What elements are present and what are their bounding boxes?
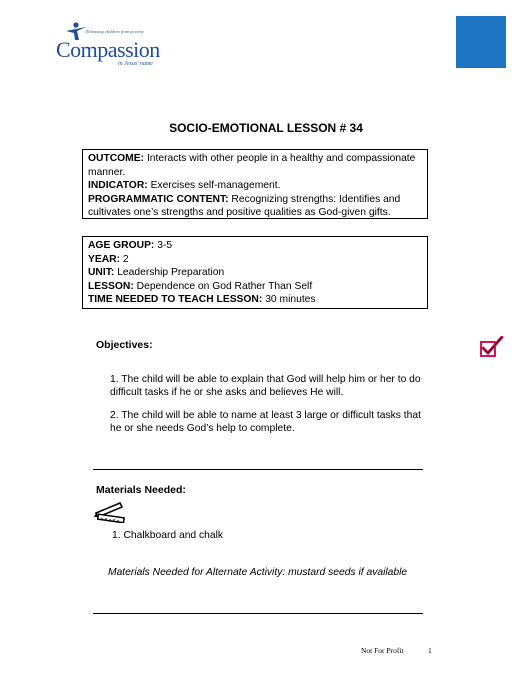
indicator-line xyxy=(88,179,423,193)
year-line xyxy=(88,253,423,267)
lesson-info-box xyxy=(82,236,428,309)
checkbox-check-icon xyxy=(480,336,504,358)
programmatic-line xyxy=(88,193,423,220)
time-label: TIME NEEDED TO TEACH LESSON: xyxy=(88,294,263,305)
compassion-logo xyxy=(56,22,176,72)
age-group-label: AGE GROUP: xyxy=(88,240,155,251)
programmatic-label: PROGRAMMATIC CONTENT: xyxy=(88,193,229,205)
logo-wordmark: Compassion xyxy=(56,37,160,62)
footer-text: Not For Profit xyxy=(361,646,404,655)
lesson-line xyxy=(88,280,423,294)
age-group-line xyxy=(88,239,423,253)
unit-line xyxy=(88,266,423,280)
indicator-text: Exercises self-management. xyxy=(150,180,281,191)
year-label: YEAR: xyxy=(88,253,121,265)
logo-tagline: Releasing children from poverty xyxy=(86,29,144,34)
page-number: 1 xyxy=(428,646,432,655)
programmatic-text: Recognizing strengths: Identifies and cultivates one’s strengths and positive qualities as God-given gifts. xyxy=(88,193,401,218)
age-group-value: 3-5 xyxy=(157,240,173,251)
lesson-value: Dependence on God Rather Than Self xyxy=(136,280,313,292)
objective-item: 1. The child will be able to explain that God will help him or her to do difficult tasks if he or she asks and believes He will. xyxy=(110,374,421,398)
objectives-heading: Objectives: xyxy=(96,339,153,351)
logo-subtitle: in Jesus' name xyxy=(118,61,153,67)
materials-heading: Materials Needed: xyxy=(96,484,186,496)
time-value: 30 minutes xyxy=(265,294,316,305)
lesson-label: LESSON: xyxy=(88,280,134,292)
unit-value: Leadership Preparation xyxy=(117,267,225,278)
outcome-label: OUTCOME: xyxy=(88,153,145,164)
pencil-ruler-icon xyxy=(94,499,128,523)
page-title: SOCIO-EMOTIONAL LESSON # 34 xyxy=(169,121,363,135)
year-value: 2 xyxy=(122,253,129,265)
outcome-text: Interacts with other people in a healthy and compassionate manner. xyxy=(88,153,416,178)
outcome-box xyxy=(82,149,428,219)
objective-item: 2. The child will be able to name at least 3 large or difficult tasks that he or she needs God’s help to complete. xyxy=(110,410,421,434)
outcome-line xyxy=(88,152,423,179)
blue-square-decoration xyxy=(456,16,506,68)
section-divider xyxy=(93,469,423,470)
indicator-label: INDICATOR: xyxy=(88,180,148,191)
unit-label: UNIT: xyxy=(88,267,115,278)
section-divider xyxy=(93,613,423,614)
alternate-materials: Materials Needed for Alternate Activity: mustard seeds if available xyxy=(108,567,408,578)
material-item: 1. Chalkboard and chalk xyxy=(112,530,224,541)
time-line xyxy=(88,293,423,307)
